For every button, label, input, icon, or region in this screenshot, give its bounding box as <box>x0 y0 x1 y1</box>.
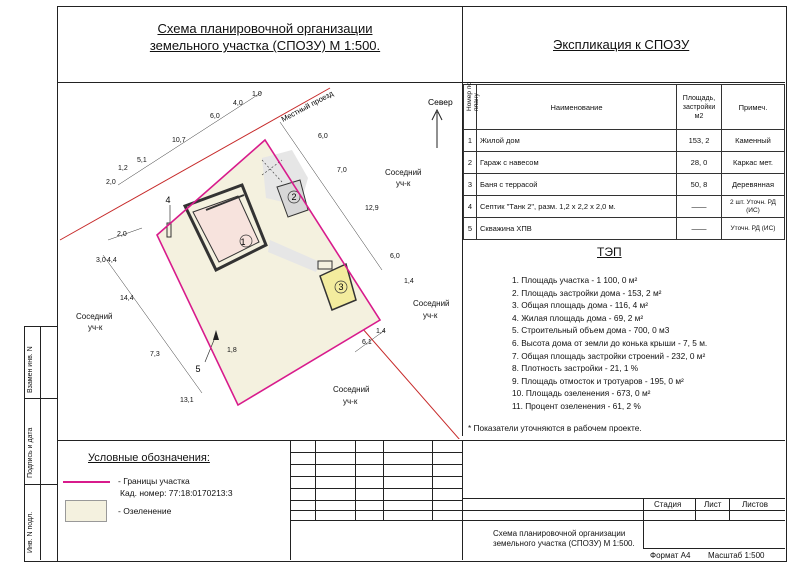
svg-text:4,4: 4,4 <box>107 257 117 264</box>
tep-item: 10. Площадь озеленения - 673, 0 м² <box>512 388 651 399</box>
tep-item: 7. Общая площадь застройки строений - 232, 0 м² <box>512 350 706 361</box>
svg-text:уч-к: уч-к <box>343 397 358 406</box>
neighbor-label: Соседний <box>333 385 370 394</box>
column-header-number: Номер по плану <box>464 85 477 130</box>
side-label-replace: Взамен инв. N <box>27 346 34 393</box>
svg-text:7,3: 7,3 <box>150 351 160 358</box>
road-line-right <box>355 320 460 439</box>
svg-text:14,4: 14,4 <box>120 295 134 302</box>
building-label-1: 1 <box>240 237 246 247</box>
svg-text:1,8: 1,8 <box>227 347 237 354</box>
tep-item: 6. Высота дома от земли до конька крыши - 7, 5 м. <box>512 337 708 348</box>
tep-item: 11. Процент озеленения - 61, 2 % <box>512 400 641 411</box>
tep-item: 5. Строительный объем дома - 700, 0 м3 <box>512 325 670 336</box>
tep-item: 4. Жилая площадь дома - 69, 2 м² <box>512 312 644 323</box>
greenery-legend-label: - Озеленение <box>118 506 172 516</box>
svg-text:4,0: 4,0 <box>233 100 243 107</box>
svg-text:13,1: 13,1 <box>180 397 194 404</box>
table-header-row <box>464 85 785 130</box>
page-title: Схема планировочной организации земельного участка (СПОЗУ) М 1:500. <box>149 21 381 53</box>
site-plan <box>58 83 462 439</box>
svg-text:10,7: 10,7 <box>172 137 186 144</box>
svg-text:1,4: 1,4 <box>404 278 414 285</box>
svg-text:уч-к: уч-к <box>396 179 411 188</box>
stamp-sheet: Лист <box>704 500 722 509</box>
svg-text:уч-к: уч-к <box>88 323 103 332</box>
stamp-scale: Масштаб 1:500 <box>708 551 765 560</box>
svg-text:1,0: 1,0 <box>252 91 262 98</box>
svg-text:3,0: 3,0 <box>96 257 106 264</box>
tep-item: 1. Площадь участка - 1 100, 0 м² <box>512 275 638 285</box>
tep-item: 3. Общая площадь дома - 116, 4 м² <box>512 300 648 311</box>
road-label: Местный проезд <box>279 88 335 124</box>
svg-text:6,0: 6,0 <box>210 113 220 120</box>
svg-text:2,0: 2,0 <box>117 231 127 238</box>
explication-title: Экспликация к СПОЗУ <box>553 37 690 52</box>
column-header-name: Наименование <box>477 85 677 130</box>
table-row: 1 Жилой дом 153, 2 Каменный <box>464 130 785 152</box>
stamp-format: Формат А4 <box>650 551 691 560</box>
building-label-3: 3 <box>338 282 344 292</box>
table-row: 4 Септик "Танк 2", разм. 1,2 х 2,2 х 2,0 м. —— 2 шт. Уточн. РД (ИС) <box>464 196 785 218</box>
explication-table <box>463 84 785 240</box>
table-row: 3 Баня с террасой 50, 8 Деревянная <box>464 174 785 196</box>
neighbor-label: Соседний <box>76 312 113 321</box>
tep-item: 8. Плотность застройки - 21, 1 % <box>512 363 639 374</box>
svg-text:5,1: 5,1 <box>137 157 147 164</box>
legend-title: Условные обозначения: <box>88 452 210 464</box>
tep-item: 2. Площадь застройки дома - 153, 2 м² <box>512 287 662 298</box>
svg-text:6,0: 6,0 <box>390 253 400 260</box>
cadastral-number: Кад. номер: 77:18:0170213:3 <box>120 488 233 498</box>
svg-text:12,9: 12,9 <box>365 205 379 212</box>
neighbor-label: Соседний <box>385 168 422 177</box>
tep-title: ТЭП <box>597 245 622 259</box>
svg-text:6,0: 6,0 <box>318 133 328 140</box>
svg-text:1,2: 1,2 <box>118 165 128 172</box>
tep-note: * Показатели уточняются в рабочем проекте. <box>468 423 642 433</box>
building-label-2: 2 <box>291 192 297 202</box>
svg-text:7,0: 7,0 <box>337 167 347 174</box>
table-row: 5 Скважина ХПВ —— Уточн. РД (ИС) <box>464 218 785 240</box>
neighbor-label: Соседний <box>413 299 450 308</box>
building-label-4: 4 <box>165 195 171 205</box>
column-header-area: Площадь, застройки м2 <box>677 85 722 130</box>
tep-item: 9. Площадь отмосток и тротуаров - 195, 0 м² <box>512 375 684 386</box>
boundary-legend-line <box>63 481 110 483</box>
svg-text:6,1: 6,1 <box>362 339 372 346</box>
svg-text:2,0: 2,0 <box>106 179 116 186</box>
greenery-legend-swatch <box>65 500 107 522</box>
table-row: 2 Гараж с навесом 28, 0 Каркас мет. <box>464 152 785 174</box>
tep-list <box>512 274 707 413</box>
side-label-inventory: Инв. N подл. <box>27 511 34 553</box>
stamp-description: Схема планировочной организации земельного участка (СПОЗУ) М 1:500. <box>493 529 635 548</box>
side-label-signature: Подпись и дата <box>27 427 34 478</box>
north-label: Север <box>428 97 453 107</box>
building-label-5: 5 <box>195 364 201 374</box>
svg-text:1,4: 1,4 <box>376 328 386 335</box>
stamp-sheets: Листов <box>742 500 768 509</box>
stamp-stage: Стадия <box>654 500 682 509</box>
column-header-note: Примеч. <box>722 85 785 130</box>
boundary-legend-label: - Границы участка <box>118 476 190 486</box>
svg-text:уч-к: уч-к <box>423 311 438 320</box>
